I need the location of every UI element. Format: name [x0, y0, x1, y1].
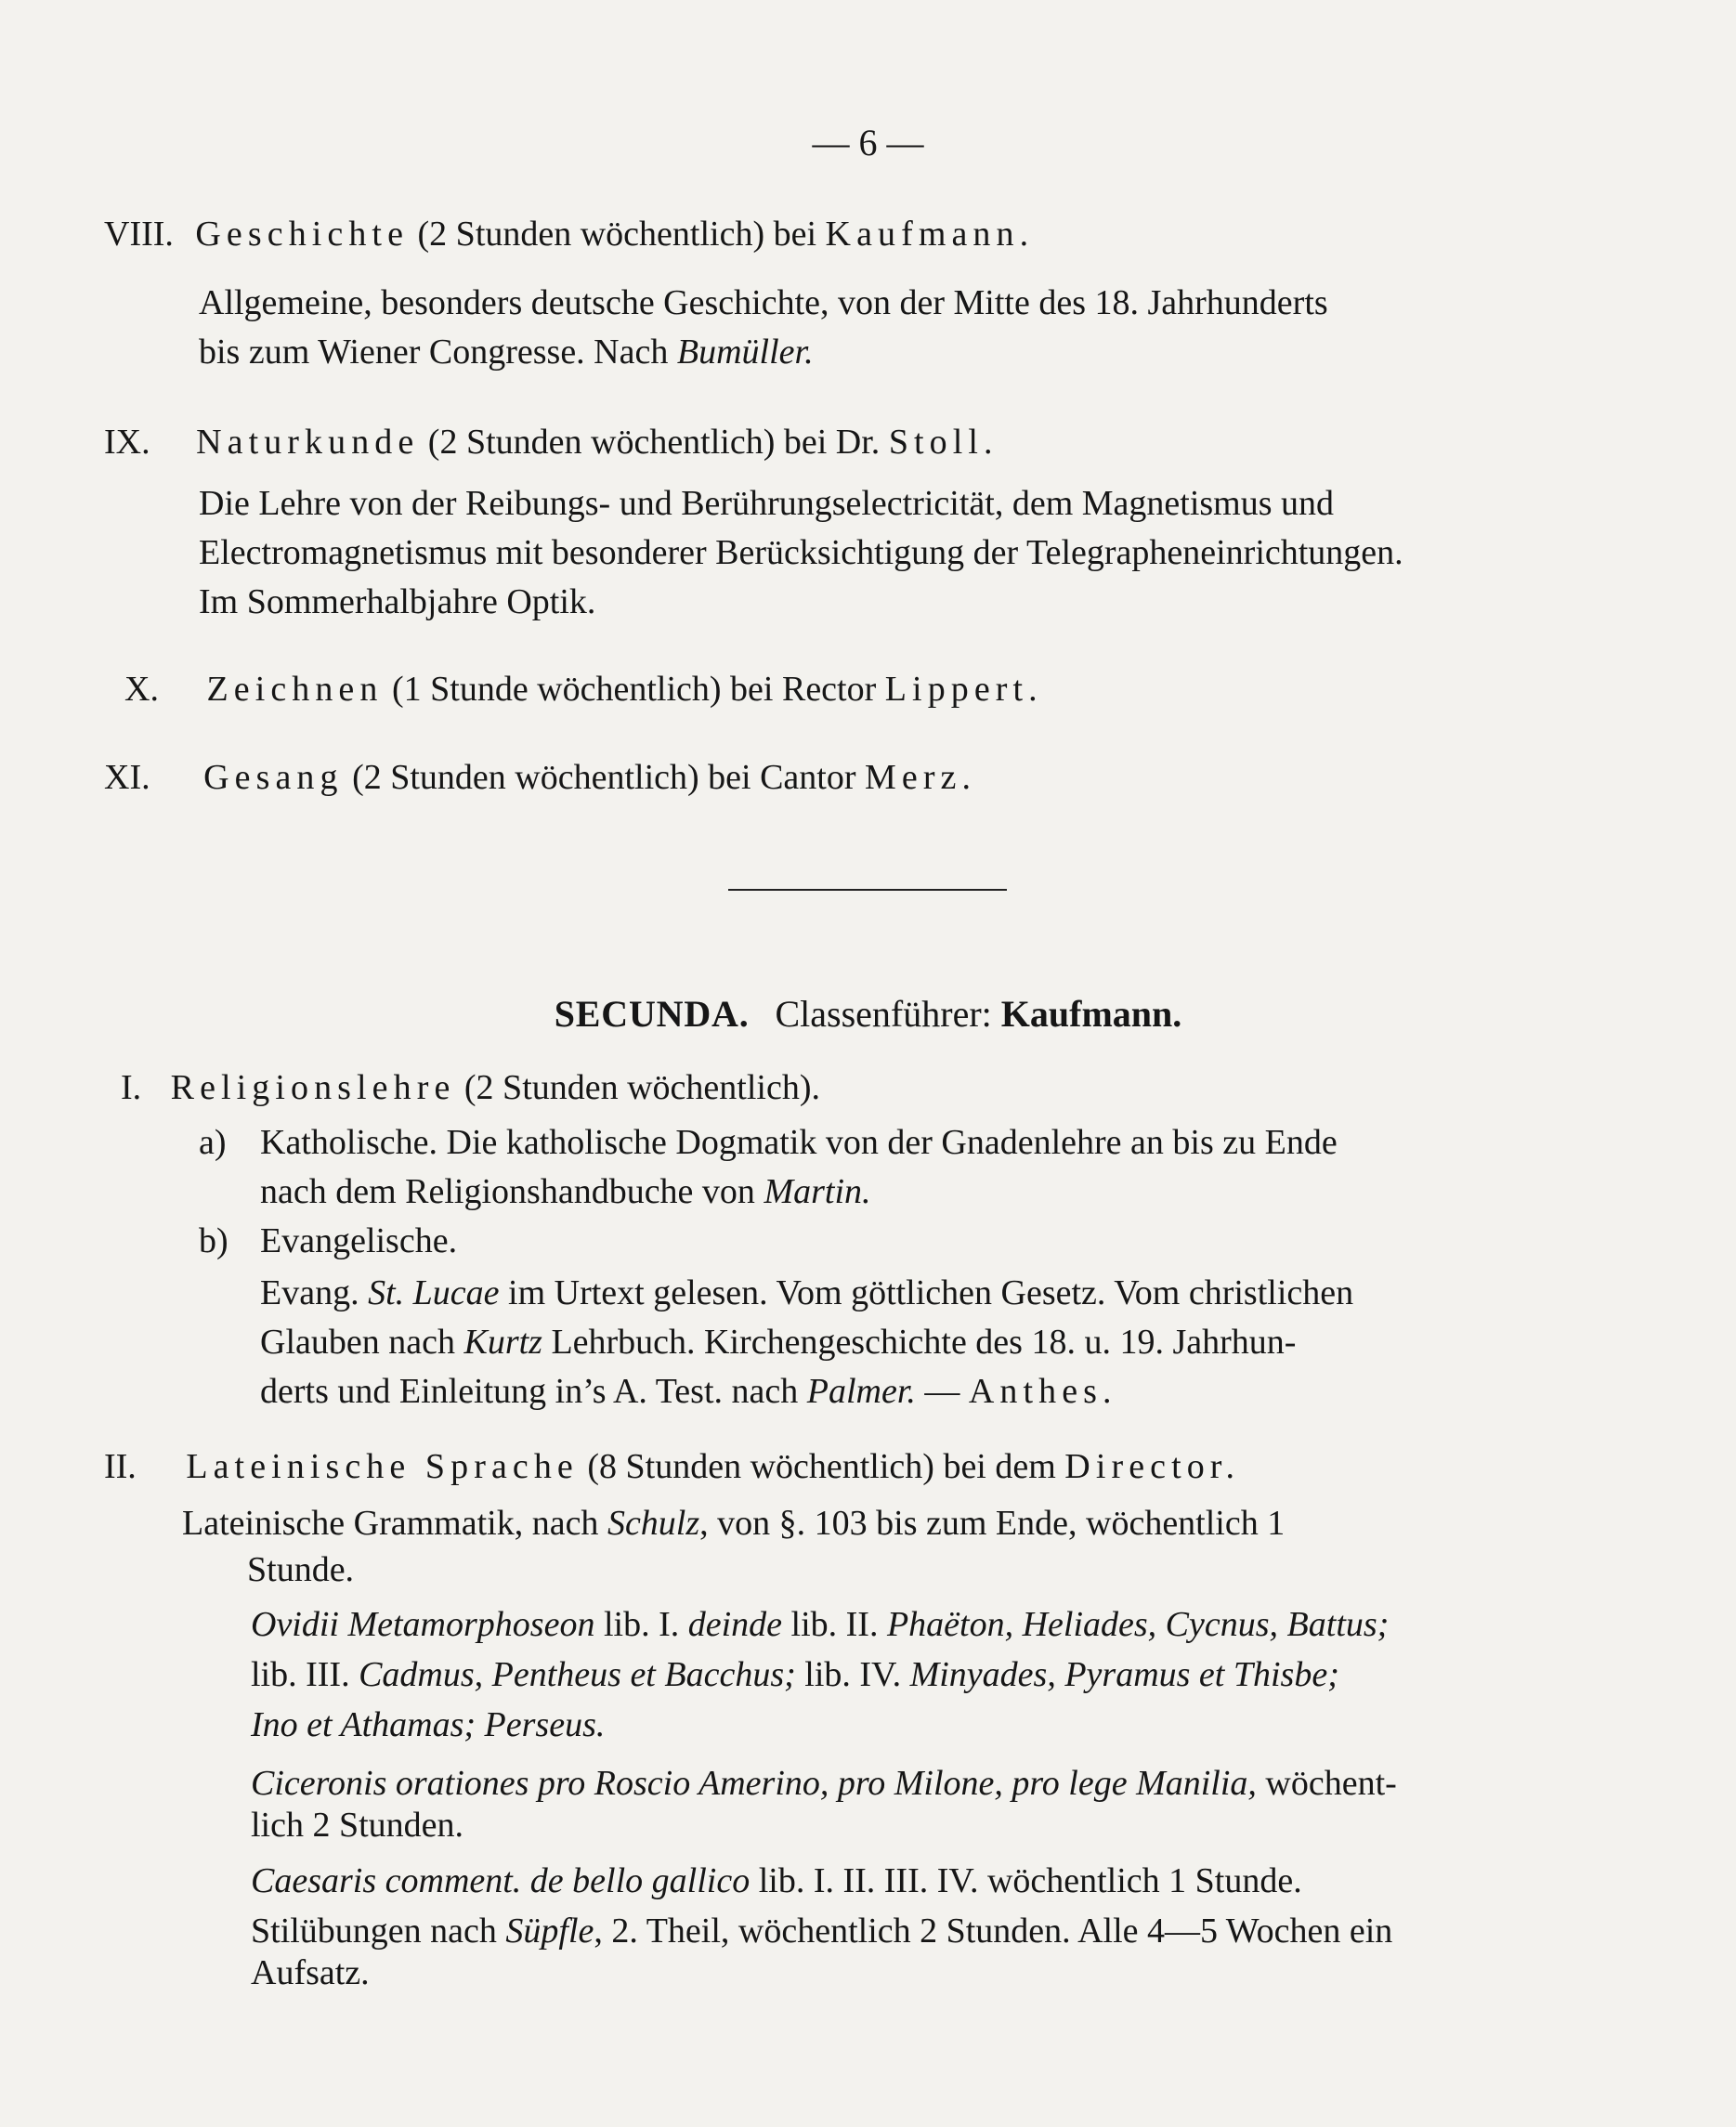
- latin-line: [251, 1703, 605, 1747]
- latin-line: [251, 1951, 370, 1995]
- section-hours: (2 Stunden wöchentlich) bei Dr.: [419, 423, 889, 462]
- text-run: lich 2 Stunden.: [251, 1806, 464, 1845]
- italic-run: Phaëton, Heliades, Cycnus, Battus;: [886, 1605, 1390, 1644]
- section-title: Lateinische Sprache: [186, 1447, 579, 1486]
- text-run: bis zum Wiener Congresse. Nach: [199, 333, 677, 372]
- section-xi-heading: [104, 755, 976, 800]
- italic-run: Schulz: [607, 1504, 700, 1543]
- section-number: VIII.: [104, 215, 174, 254]
- italic-run: Süpfle: [505, 1912, 594, 1951]
- text-run: Allgemeine, besonders deutsche Geschichte, von der Mitte des 18. Jahrhunderts: [199, 283, 1328, 322]
- text-run: lib. III.: [251, 1655, 359, 1694]
- text-run: lib. I. II. III. IV. wöchentlich 1 Stunde.: [750, 1861, 1302, 1900]
- italic-run: Ciceronis orationes pro Roscio Amerino, pro Milone, pro lege Manilia,: [251, 1764, 1257, 1803]
- religion-a-line: [260, 1120, 1338, 1165]
- latin-line: [182, 1501, 1285, 1546]
- class-leader-label: Classenführer:: [775, 993, 992, 1035]
- section-viii-body-line: [199, 330, 814, 374]
- religion-b-line: [260, 1320, 1296, 1364]
- text-run: Stilübungen nach: [251, 1912, 506, 1951]
- text-run: Die Lehre von der Reibungs- und Berührungselectricität, dem Magnetismus und: [199, 484, 1335, 523]
- section-hours: (2 Stunden wöchentlich) bei: [409, 215, 826, 254]
- latin-line: [251, 1652, 1339, 1697]
- text-run: derts und Einleitung in’s A. Test. nach: [260, 1372, 807, 1411]
- section-viii-heading: [104, 212, 1034, 256]
- italic-run: Cadmus, Pentheus et Bacchus;: [359, 1655, 796, 1694]
- religion-heading: [121, 1065, 820, 1110]
- text-run: Lehrbuch. Kirchengeschichte des 18. u. 19. Jahrhun-: [542, 1323, 1297, 1362]
- section-hours: (1 Stunde wöchentlich) bei Rector: [383, 670, 885, 709]
- text-run: lib. IV.: [795, 1655, 910, 1694]
- section-teacher: Lippert.: [884, 670, 1043, 709]
- section-ix-body-line: [199, 530, 1403, 575]
- text-run: Lateinische Grammatik, nach: [182, 1504, 607, 1543]
- section-number: IX.: [104, 423, 150, 462]
- italic-run: Palmer.: [806, 1372, 916, 1411]
- section-title: Gesang: [203, 758, 344, 797]
- text-run: lib. I.: [594, 1605, 688, 1644]
- section-teacher: Director.: [1064, 1447, 1241, 1486]
- section-ix-body-line: [199, 481, 1334, 526]
- section-number: I.: [121, 1068, 142, 1107]
- section-hours: (2 Stunden wöchentlich).: [455, 1068, 820, 1107]
- religion-a-line: [260, 1169, 871, 1214]
- italic-run: Kurtz: [463, 1323, 542, 1362]
- section-ix-heading: [104, 420, 999, 464]
- section-x-heading: [104, 667, 1043, 711]
- section-title: Religionslehre: [170, 1068, 456, 1107]
- section-title: Geschichte: [195, 215, 410, 254]
- religion-b-line: [260, 1271, 1353, 1315]
- section-hours: (2 Stunden wöchentlich) bei Cantor: [343, 758, 865, 797]
- section-title: Naturkunde: [196, 423, 420, 462]
- text-run: —: [915, 1372, 969, 1411]
- latin-line: [251, 1602, 1389, 1647]
- italic-run: Minyades, Pyramus et Thisbe;: [909, 1655, 1339, 1694]
- religion-b-marker: b): [199, 1221, 228, 1260]
- text-run: Evang.: [260, 1273, 369, 1312]
- latin-line: [251, 1803, 463, 1847]
- section-divider: [728, 889, 1007, 891]
- spaced-run: Anthes.: [968, 1372, 1117, 1411]
- class-heading: [0, 992, 1736, 1036]
- latin-line: [251, 1761, 1397, 1806]
- section-teacher: Kaufmann.: [825, 215, 1035, 254]
- latin-line: [251, 1909, 1392, 1953]
- text-run: , von §. 103 bis zum Ende, wöchentlich 1: [699, 1504, 1286, 1543]
- italic-run: Caesaris comment. de bello gallico: [251, 1861, 751, 1900]
- text-run: Electromagnetismus mit besonderer Berücksichtigung der Telegrapheneinrichtungen.: [199, 533, 1403, 572]
- latin-heading: [104, 1444, 1240, 1489]
- class-title: SECUNDA.: [554, 993, 750, 1035]
- section-number: II.: [104, 1447, 137, 1486]
- text-run: Glauben nach: [260, 1323, 464, 1362]
- italic-run: Ino et Athamas; Perseus.: [251, 1705, 606, 1744]
- italic-run: Ovidii Metamorphoseon: [251, 1605, 595, 1644]
- religion-b-heading: Evangelische.: [260, 1221, 458, 1260]
- italic-run: St. Lucae: [368, 1273, 500, 1312]
- text-run: Stunde.: [247, 1550, 355, 1589]
- italic-run: Martin.: [764, 1172, 871, 1211]
- section-viii-body-line: [199, 281, 1328, 325]
- section-title: Zeichnen: [206, 670, 384, 709]
- text-run: Im Sommerhalbjahre Optik.: [199, 582, 596, 621]
- italic-run: deinde: [687, 1605, 783, 1644]
- section-teacher: Merz.: [865, 758, 977, 797]
- section-number: XI.: [104, 758, 150, 797]
- section-teacher: Stoll.: [888, 423, 999, 462]
- text-run: lib. II.: [782, 1605, 887, 1644]
- section-number: X.: [124, 670, 159, 709]
- page-number: — 6 —: [812, 122, 924, 163]
- text-run: Aufsatz.: [251, 1953, 370, 1992]
- latin-line: [251, 1859, 1302, 1903]
- religion-a-marker: a): [199, 1123, 227, 1162]
- italic-run: Bumüller.: [676, 333, 814, 372]
- religion-b-line: [260, 1369, 1117, 1414]
- text-run: nach dem Religionshandbuche von: [260, 1172, 764, 1211]
- text-run: wöchent-: [1256, 1764, 1397, 1803]
- text-run: im Urtext gelesen. Vom göttlichen Gesetz. Vom christlichen: [499, 1273, 1354, 1312]
- text-run: Katholische. Die katholische Dogmatik von der Gnadenlehre an bis zu Ende: [260, 1123, 1338, 1162]
- section-hours: (8 Stunden wöchentlich) bei dem: [578, 1447, 1065, 1486]
- section-ix-body-line: [199, 580, 595, 624]
- class-leader: Kaufmann.: [1000, 993, 1182, 1035]
- text-run: , 2. Theil, wöchentlich 2 Stunden. Alle 4—5 Wochen ein: [594, 1912, 1393, 1951]
- latin-line: [247, 1547, 354, 1592]
